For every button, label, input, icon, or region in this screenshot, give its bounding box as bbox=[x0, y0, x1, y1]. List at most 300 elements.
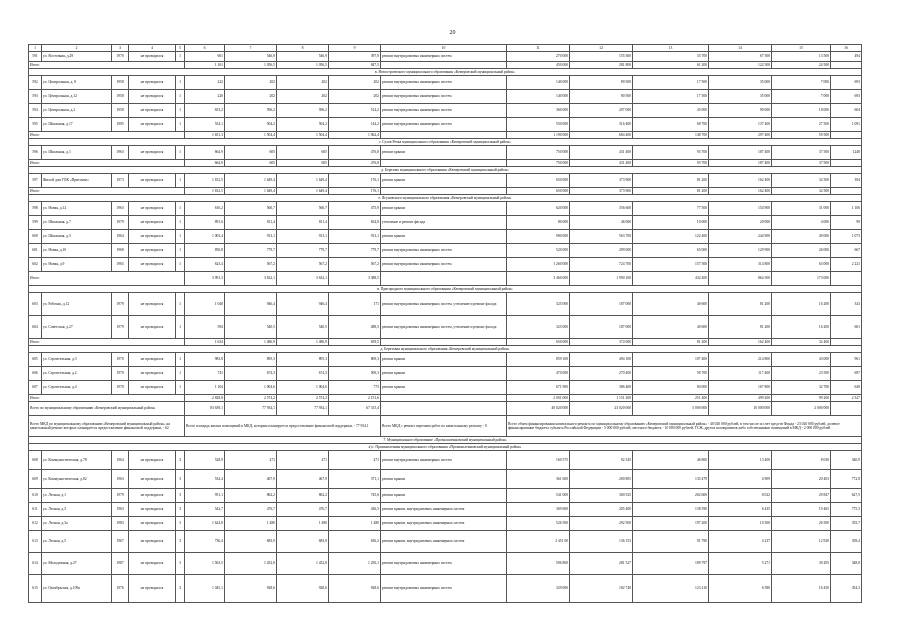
table-cell: 1 480 bbox=[277, 517, 329, 531]
table-cell: 946,4 bbox=[277, 293, 329, 316]
table-cell bbox=[831, 188, 862, 195]
table-cell: 1 486,9 bbox=[277, 339, 329, 346]
table-cell: ремонт внутридомовых инженерных систем bbox=[381, 553, 507, 575]
table-cell: не проводился bbox=[129, 553, 176, 575]
table-cell: ремонт внутридомовых инженерных систем, утепление и ремонт фасада bbox=[381, 293, 507, 316]
table-row bbox=[29, 174, 862, 188]
table-cell: 627,5 bbox=[831, 489, 862, 503]
table-row bbox=[29, 104, 862, 118]
table-cell: ремонт внутридомовых инженерных систем bbox=[381, 104, 507, 118]
table-cell: 724 700 bbox=[570, 258, 633, 272]
table-cell: 891,6 bbox=[185, 216, 225, 230]
table-cell: 450 000 bbox=[507, 62, 570, 69]
table-cell: ул. Новая, д.9 bbox=[42, 258, 112, 272]
table-cell: 18 000 bbox=[772, 104, 831, 118]
table-cell: 1 004,6 bbox=[277, 381, 329, 395]
table-cell: 93 700 bbox=[633, 146, 709, 160]
table-cell: не проводился bbox=[129, 503, 176, 517]
table-cell: 369 600 bbox=[507, 503, 570, 517]
table-cell: 616,2 bbox=[185, 202, 225, 216]
table-cell: 1 649,4 bbox=[277, 188, 329, 195]
table-row bbox=[29, 381, 862, 395]
table-cell: д. Березовая муниципального образования «Кемеровский муниципальный район» bbox=[29, 346, 862, 353]
table-cell: 8 022 bbox=[709, 489, 772, 503]
summary-note-row bbox=[29, 416, 862, 437]
table-cell: 1 151 200 bbox=[570, 395, 633, 402]
table-cell: 811,4 bbox=[277, 216, 329, 230]
table-row bbox=[29, 353, 862, 367]
table-cell: 1970 bbox=[112, 353, 129, 367]
table-cell: 847,5 bbox=[329, 62, 381, 69]
table-cell: 650 000 bbox=[507, 174, 570, 188]
table-cell: 809,3 bbox=[329, 353, 381, 367]
table-row bbox=[29, 489, 862, 503]
table-cell: 2 574,2 bbox=[225, 395, 277, 402]
table-cell: 348,8 bbox=[831, 553, 862, 575]
table-cell: 1 bbox=[176, 316, 185, 339]
table-cell: 10 300 bbox=[709, 517, 772, 531]
table-row bbox=[29, 202, 862, 216]
table-cell: 37 500 bbox=[772, 160, 831, 167]
table-cell: ул. Строительная, д.3 bbox=[42, 353, 112, 367]
table-cell: 356 600 bbox=[570, 202, 633, 216]
table-cell: Итого bbox=[29, 188, 185, 195]
table-row bbox=[29, 531, 862, 553]
table-cell: утепление и ремонт фасада bbox=[381, 216, 507, 230]
table-cell: 1964 bbox=[112, 451, 129, 470]
table-cell: 601 bbox=[831, 316, 862, 339]
table-cell: 779,7 bbox=[277, 244, 329, 258]
table-cell: Жилой дом ГОК «Притомье» bbox=[42, 174, 112, 188]
table-cell: Итого bbox=[29, 395, 185, 402]
table-cell: 520 000 bbox=[507, 244, 570, 258]
table-cell: 214 800 bbox=[709, 353, 772, 367]
table-cell: 1 bbox=[176, 216, 185, 230]
table-cell: Итого bbox=[29, 132, 185, 139]
table-cell bbox=[381, 132, 507, 139]
table-cell: 281 800 bbox=[570, 62, 633, 69]
table-cell: 612 bbox=[29, 517, 42, 531]
table-cell: 43 000 bbox=[772, 353, 831, 367]
table-cell: ул. Коммунистическая, д.78 bbox=[42, 451, 112, 470]
table-cell: 2 001 000 bbox=[507, 395, 570, 402]
subtotal-row bbox=[29, 160, 862, 167]
table-cell: 654,8 bbox=[329, 216, 381, 230]
table-cell: 532,4 bbox=[185, 470, 225, 489]
table-cell: 674,3 bbox=[225, 367, 277, 381]
table-cell: 1 091 bbox=[831, 118, 862, 132]
table-cell: 811,4 bbox=[225, 216, 277, 230]
table-cell: 614 bbox=[29, 553, 42, 575]
table-cell: 605 bbox=[225, 160, 277, 167]
table-cell: 650 000 bbox=[507, 339, 570, 346]
table-cell: 3 388,5 bbox=[329, 272, 381, 286]
table-cell: 596,2 bbox=[225, 104, 277, 118]
table-cell: 1 812,5 bbox=[185, 188, 225, 195]
table-cell: 6 bbox=[185, 45, 225, 52]
table-cell: 1 563,5 bbox=[185, 553, 225, 575]
table-cell: 667 bbox=[831, 244, 862, 258]
table-row bbox=[29, 553, 862, 575]
table-row bbox=[29, 244, 862, 258]
table-cell: 3 bbox=[176, 517, 185, 531]
table-cell: ул. Восточная, д.29 bbox=[42, 52, 112, 62]
table-row bbox=[29, 76, 862, 90]
table-cell: 397,9 bbox=[329, 52, 381, 62]
table-cell: не проводился bbox=[129, 258, 176, 272]
capital-repair-table bbox=[28, 44, 862, 603]
table-cell: 602 bbox=[29, 258, 42, 272]
table-cell: ул. Лесная, д.5 bbox=[42, 531, 112, 553]
table-cell: 270 000 bbox=[507, 52, 570, 62]
table-cell: 1 106 bbox=[831, 202, 862, 216]
table-cell: ремонт крыши, внутридомовых инженерных систем bbox=[381, 517, 507, 531]
table-cell: 1 634 bbox=[185, 339, 225, 346]
table-cell: 30 205 bbox=[772, 553, 831, 575]
table-cell: 476,7 bbox=[225, 503, 277, 517]
table-cell: 63 000 bbox=[772, 258, 831, 272]
table-cell: не проводился bbox=[129, 451, 176, 470]
table-cell: 697 bbox=[831, 367, 862, 381]
table-cell: 91 790 bbox=[633, 531, 709, 553]
table-cell: 775,3 bbox=[831, 503, 862, 517]
table-cell: 35 000 bbox=[709, 90, 772, 104]
table-cell: 773 bbox=[329, 381, 381, 395]
table-cell: 1967 bbox=[112, 531, 129, 553]
table-cell: 12 920 bbox=[772, 531, 831, 553]
table-cell: 1 bbox=[176, 52, 185, 62]
table-cell: 202 bbox=[277, 90, 329, 104]
table-cell: 1973 bbox=[112, 174, 129, 188]
table-cell: 862,2 bbox=[277, 489, 329, 503]
table-cell: 3 632,1 bbox=[225, 272, 277, 286]
table-cell: 65 000 bbox=[633, 244, 709, 258]
table-cell: 32 500 bbox=[772, 174, 831, 188]
table-cell: е. Ягуновского муниципального образования «Кемеровский муниципальный район» bbox=[29, 195, 862, 202]
table-cell: 605 bbox=[277, 146, 329, 160]
table-cell: 467,9 bbox=[225, 470, 277, 489]
section-header-row bbox=[29, 139, 862, 146]
table-cell: 779,7 bbox=[329, 244, 381, 258]
table-cell: ул. Строительная, д.2 bbox=[42, 367, 112, 381]
table-cell: 540,5 bbox=[225, 316, 277, 339]
table-cell: 32 700 bbox=[772, 381, 831, 395]
table-cell: 13 400 bbox=[709, 451, 772, 470]
table-cell: ул. Центральная, д. 8 bbox=[42, 76, 112, 90]
table-cell: 601 bbox=[185, 52, 225, 62]
table-cell: 1963 bbox=[112, 470, 129, 489]
table-cell: 10 000 bbox=[633, 216, 709, 230]
table-cell: 40 600 bbox=[633, 293, 709, 316]
table-cell: 300 525 bbox=[570, 489, 633, 503]
table-cell: 176,1 bbox=[329, 188, 381, 195]
table-cell: 187 400 bbox=[709, 160, 772, 167]
table-cell bbox=[381, 272, 507, 286]
table-cell: 202 bbox=[225, 90, 277, 104]
table-cell: 1 452,8 bbox=[225, 553, 277, 575]
table-cell: 1963 bbox=[112, 146, 129, 160]
table-cell: 3 bbox=[112, 45, 129, 52]
table-row bbox=[29, 52, 862, 62]
table-cell: 674,3 bbox=[277, 367, 329, 381]
table-cell: 2 221 bbox=[831, 258, 862, 272]
table-cell: 591 bbox=[29, 52, 42, 62]
table-cell: 77 934,1 bbox=[225, 402, 277, 416]
table-cell: ул. Школьная, д.7 bbox=[42, 216, 112, 230]
table-row bbox=[29, 470, 862, 489]
table-cell: 1 045,1 bbox=[185, 575, 225, 603]
table-cell: 162 400 bbox=[709, 339, 772, 346]
table-cell: Итого bbox=[29, 62, 185, 69]
table-cell: 371,1 bbox=[329, 470, 381, 489]
table-cell bbox=[831, 132, 862, 139]
table-cell: ремонт внутридомовых инженерных систем bbox=[381, 244, 507, 258]
table-cell: не проводился bbox=[129, 118, 176, 132]
table-cell: не проводился bbox=[129, 216, 176, 230]
table-cell: 316 400 bbox=[570, 118, 633, 132]
table-cell: 16 200 bbox=[772, 316, 831, 339]
table-cell: 611 bbox=[29, 503, 42, 517]
table-cell: Итого bbox=[29, 272, 185, 286]
table-cell bbox=[831, 62, 862, 69]
table-cell: 1 452,8 bbox=[277, 553, 329, 575]
table-cell: 4 237 bbox=[709, 531, 772, 553]
table-cell: ул. Лесная, д.3 bbox=[42, 503, 112, 517]
table-cell: 2 327 bbox=[831, 395, 862, 402]
table-cell: 506 800 bbox=[507, 553, 570, 575]
table-cell: 563 700 bbox=[570, 230, 633, 244]
table-cell: 354,3 bbox=[831, 575, 862, 603]
table-cell: 745,6 bbox=[329, 489, 381, 503]
table-cell: 671 900 bbox=[507, 381, 570, 395]
table-cell: не проводился bbox=[129, 230, 176, 244]
table-cell: 476,8 bbox=[329, 160, 381, 167]
table-cell: 595 bbox=[29, 118, 42, 132]
subtotal-row bbox=[29, 395, 862, 402]
table-cell: 7. Муниципальное образование «Промышленновский муниципальный район» bbox=[29, 437, 862, 444]
table-cell: 693 bbox=[831, 90, 862, 104]
table-cell: 864 500 bbox=[709, 272, 772, 286]
table-cell: не проводился bbox=[129, 367, 176, 381]
table-cell: 99 bbox=[831, 216, 862, 230]
table-cell: 3 460 000 bbox=[507, 272, 570, 286]
table-cell: 80 000 bbox=[507, 216, 570, 230]
table-cell bbox=[381, 339, 507, 346]
table-cell: 83 639,1 bbox=[185, 402, 225, 416]
table-cell: 171 bbox=[329, 293, 381, 316]
table-cell: ремонт крыши bbox=[381, 381, 507, 395]
table-cell: 182 740 bbox=[570, 575, 633, 603]
table-row bbox=[29, 118, 862, 132]
table-cell: 162 400 bbox=[709, 174, 772, 188]
table-cell: 1 812,5 bbox=[185, 174, 225, 188]
table-cell: 10 bbox=[381, 45, 507, 52]
table-cell: 560,7 bbox=[225, 202, 277, 216]
table-cell: 1 073 bbox=[831, 230, 862, 244]
table-cell: 244 900 bbox=[709, 230, 772, 244]
table-cell: 140 000 bbox=[507, 76, 570, 90]
subtotal-row bbox=[29, 62, 862, 69]
table-cell: не проводился bbox=[129, 202, 176, 216]
table-cell: Всего объем финансирования капитального ремонта по муниципальному образованию «Кемеровский муниципальный район» - 40 020 000 рублей, в том числе за счет средств Фонда - 23 020 000 рублей, долевое финансирование бюджета субъекта Российской Федерации - 5 000 000 рублей, местного бюджета - 10 000 000 рублей, ТСЖ, других кооперативов либо собственников помещений в МКД - 2 000 000 рублей bbox=[507, 416, 862, 437]
table-cell: 554,1 bbox=[185, 118, 225, 132]
table-cell: 3 bbox=[176, 531, 185, 553]
table-cell: 1 bbox=[176, 258, 185, 272]
table-cell: 200 805 bbox=[570, 470, 633, 489]
table-cell: 394 bbox=[831, 174, 862, 188]
table-cell: 5 000 000 bbox=[633, 402, 709, 416]
table-cell: 546,9 bbox=[277, 52, 329, 62]
table-cell: 16 200 bbox=[772, 293, 831, 316]
table-cell: 23 500 bbox=[772, 367, 831, 381]
table-cell: 594 bbox=[29, 104, 42, 118]
table-cell: 16 450 bbox=[772, 575, 831, 603]
table-cell: не проводился bbox=[129, 90, 176, 104]
table-cell: 1 bbox=[176, 90, 185, 104]
table-cell: 1 504,4 bbox=[277, 132, 329, 139]
table-cell: 567,2 bbox=[329, 258, 381, 272]
table-cell: ул. Рабочая, д.12 bbox=[42, 293, 112, 316]
table-cell: 605 bbox=[277, 160, 329, 167]
table-cell: 202 606 bbox=[633, 489, 709, 503]
table-cell: 32 400 bbox=[772, 339, 831, 346]
table-cell: 951,1 bbox=[185, 489, 225, 503]
table-cell: 650 000 bbox=[507, 188, 570, 195]
table-cell: 471 bbox=[225, 451, 277, 470]
table-cell: 1979 bbox=[112, 316, 129, 339]
table-cell: не проводился bbox=[129, 52, 176, 62]
table-cell: 862,2 bbox=[225, 489, 277, 503]
table-cell bbox=[831, 339, 862, 346]
table-cell: 1 bbox=[176, 174, 185, 188]
table-cell: ремонт крыши, внутридомовых инженерных систем bbox=[381, 503, 507, 517]
table-cell: 61 200 bbox=[633, 62, 709, 69]
table-cell: 608 bbox=[29, 451, 42, 470]
table-cell: ремонт крыши, внутридомовых инженерных систем bbox=[381, 531, 507, 553]
table-cell: 23 020 000 bbox=[570, 402, 633, 416]
table-cell: 613 bbox=[29, 531, 42, 553]
table-cell: 26 000 bbox=[772, 244, 831, 258]
table-cell: Всего МКД с ремонт перечнем работ по капитальному ремонту - 0 bbox=[381, 416, 507, 437]
table-cell: 1979 bbox=[112, 489, 129, 503]
table-cell: 653,2 bbox=[185, 104, 225, 118]
table-cell: 2 574,2 bbox=[277, 395, 329, 402]
page-number: 20 bbox=[449, 30, 456, 36]
table-cell: 1 649,4 bbox=[225, 188, 277, 195]
table-cell: 615 bbox=[29, 575, 42, 603]
table-cell: 1 480 bbox=[329, 517, 381, 531]
table-cell: не проводился bbox=[129, 76, 176, 90]
table-cell: 281 527 bbox=[570, 553, 633, 575]
table-cell: 343 bbox=[831, 293, 862, 316]
table-cell: ул. Школьная, д.5 bbox=[42, 230, 112, 244]
table-cell: 251 400 bbox=[633, 395, 709, 402]
table-cell: 1995 bbox=[112, 118, 129, 132]
table-cell: 1958 bbox=[112, 90, 129, 104]
table-cell: 157 500 bbox=[633, 258, 709, 272]
table-cell: ул. Новая, д.10 bbox=[42, 244, 112, 258]
table-cell: Итого bbox=[29, 160, 185, 167]
table-cell: ул. Лесная, д.3а bbox=[42, 517, 112, 531]
table-cell: не проводился bbox=[129, 531, 176, 553]
table-cell: ул. Коммунистическая, д.82 bbox=[42, 470, 112, 489]
table-row bbox=[29, 146, 862, 160]
table-cell: 58 700 bbox=[633, 367, 709, 381]
table-cell: 980 000 bbox=[507, 230, 570, 244]
table-cell: 40 020 000 bbox=[507, 402, 570, 416]
table-cell: в. Пригородного муниципального образования «Кемеровский муниципальный район» bbox=[29, 286, 862, 293]
table-row bbox=[29, 367, 862, 381]
table-cell: 494 100 bbox=[570, 353, 633, 367]
table-cell: ремонт крыши bbox=[381, 174, 507, 188]
table-cell: 983,8 bbox=[185, 353, 225, 367]
table-cell: 77 934,1 bbox=[277, 402, 329, 416]
subtotal-row bbox=[29, 402, 862, 416]
table-cell: 1970 bbox=[112, 381, 129, 395]
table-cell: 155 300 bbox=[570, 52, 633, 62]
table-cell: 598 bbox=[29, 202, 42, 216]
table-cell: 569,3 bbox=[329, 367, 381, 381]
table-row bbox=[29, 517, 862, 531]
table-row bbox=[29, 503, 862, 517]
table-cell: ремонт крыши bbox=[381, 367, 507, 381]
table-cell: 2 828,8 bbox=[185, 395, 225, 402]
table-cell: 659,5 bbox=[329, 339, 381, 346]
table-cell: ремонт внутридомовых инженерных систем bbox=[381, 118, 507, 132]
table-cell: 3 bbox=[176, 503, 185, 517]
table-cell: 205 400 bbox=[570, 503, 633, 517]
table-cell: 24 500 bbox=[772, 62, 831, 69]
table-cell: не проводился bbox=[129, 517, 176, 531]
table-cell: 99 200 bbox=[772, 395, 831, 402]
table-cell: 1979 bbox=[112, 293, 129, 316]
table-cell: 605 bbox=[225, 146, 277, 160]
table-cell: 14 bbox=[709, 45, 772, 52]
table-cell: 140 000 bbox=[507, 90, 570, 104]
table-cell: 895,3 bbox=[225, 353, 277, 367]
table-cell: 772,8 bbox=[831, 470, 862, 489]
section-header-row bbox=[29, 346, 862, 353]
table-cell: 17 500 bbox=[633, 90, 709, 104]
table-cell: 13 bbox=[633, 45, 709, 52]
table-cell: 81 200 bbox=[709, 316, 772, 339]
table-cell: 1 bbox=[29, 45, 42, 52]
table-row bbox=[29, 258, 862, 272]
table-cell: ремонт внутридомовых инженерных систем bbox=[381, 575, 507, 603]
table-cell: 135 479 bbox=[633, 470, 709, 489]
table-cell: 605 bbox=[29, 353, 42, 367]
table-cell: 1958 bbox=[112, 76, 129, 90]
table-cell: ул. Центральная, д.12 bbox=[42, 90, 112, 104]
table-cell: 67 500 bbox=[709, 52, 772, 62]
table-cell: 499 200 bbox=[709, 395, 772, 402]
table-cell: 593 bbox=[29, 90, 42, 104]
table-cell: в. Новостроевского муниципального образования «Кемеровский муниципальный район» bbox=[29, 69, 862, 76]
table-cell: не проводился bbox=[129, 575, 176, 603]
table-cell: 270 400 bbox=[570, 367, 633, 381]
table-cell: 16 bbox=[831, 45, 862, 52]
table-cell: не проводился bbox=[129, 353, 176, 367]
table-cell: 81 200 bbox=[633, 339, 709, 346]
table-cell: 600 bbox=[29, 230, 42, 244]
table-cell: 136 153 bbox=[570, 531, 633, 553]
table-cell: 599 bbox=[29, 216, 42, 230]
column-number-row bbox=[29, 45, 862, 52]
table-cell: ул. Октябрьская, д.109а bbox=[42, 575, 112, 603]
table-cell: 750 000 bbox=[507, 160, 570, 167]
table-cell: 856,8 bbox=[185, 244, 225, 258]
table-cell: 162 400 bbox=[709, 188, 772, 195]
